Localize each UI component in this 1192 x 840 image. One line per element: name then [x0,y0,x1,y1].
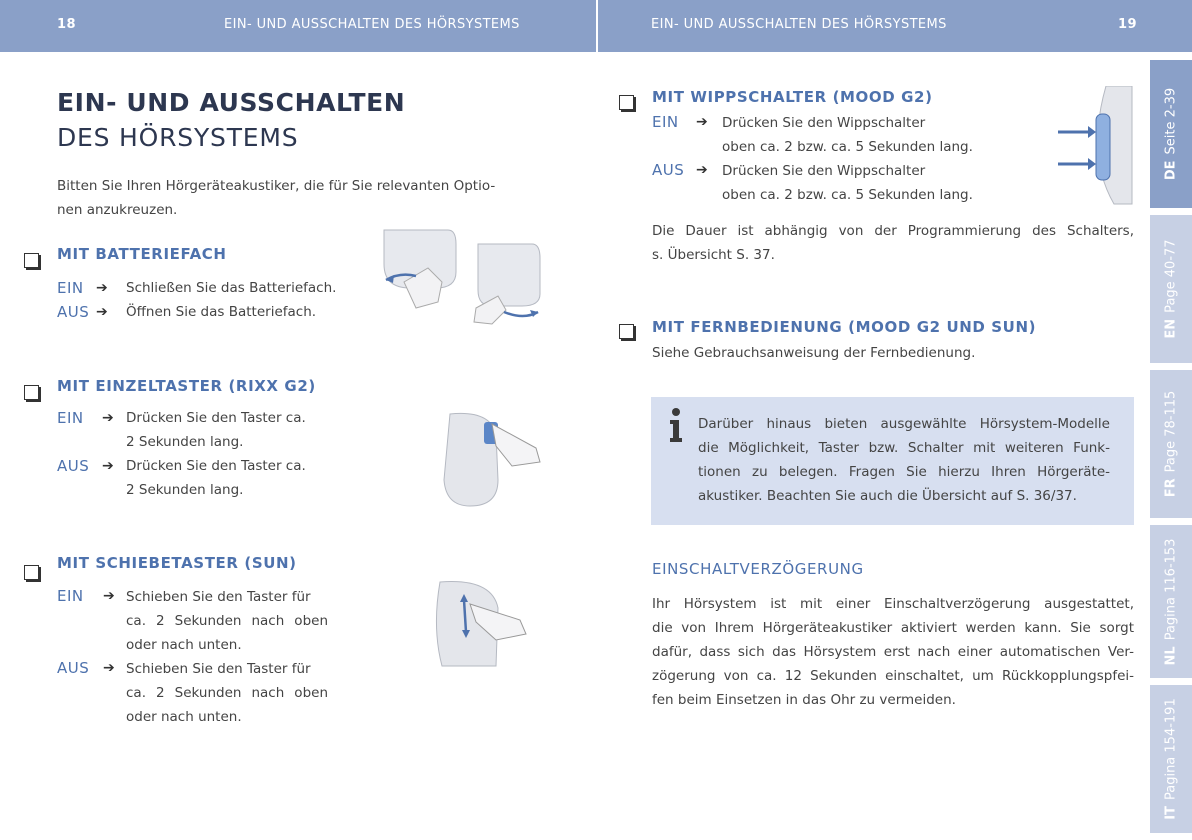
arrow-icon: ➔ [696,162,708,178]
tab-label: Page 78-115 [1163,390,1179,473]
aus-text: 2 Sekunden lang. [126,482,244,498]
verzoegerung-text: die von Ihrem Hörgeräteakustiker aktiviert werden kann. Sie sorgt [652,620,1134,636]
tab-label: Page 40-77 [1163,239,1179,313]
ein-label: EIN [57,409,84,427]
tab-code: DE [1163,160,1179,181]
page-subtitle: DES HÖRSYSTEMS [57,123,299,152]
tab-label: Pagina 116-153 [1163,538,1179,640]
tab-label: Pagina 154-191 [1163,698,1179,801]
arrow-icon: ➔ [96,304,108,320]
aus-text: oben ca. 2 bzw. ca. 5 Sekunden lang. [722,187,973,203]
tab-fr[interactable] [1150,370,1192,518]
aus-label: AUS [652,161,685,179]
verzoegerung-text: Ihr Hörsystem ist mit einer Einschaltverzögerung ausgestattet, [652,596,1134,612]
wippschalter-note: Die Dauer ist abhängig von der Programmierung des Schalters, [652,223,1134,239]
arrow-icon: ➔ [696,114,708,130]
left-running-title: EIN- UND AUSSCHALTEN DES HÖRSYSTEMS [224,17,520,32]
checkbox-wippschalter[interactable] [619,95,634,110]
aus-text: Schieben Sie den Taster für [126,661,311,677]
aus-text: oder nach unten. [126,709,242,725]
ein-text: oder nach unten. [126,637,242,653]
tab-label: Seite 2-39 [1163,87,1179,155]
info-text: Darüber hinaus bieten ausgewählte Hörsystem-Modelle [698,416,1110,432]
left-page-number: 18 [57,17,76,32]
ein-label: EIN [57,587,84,605]
tab-code: FR [1163,478,1179,498]
aus-text: Öffnen Sie das Batteriefach. [126,304,317,320]
aus-label: AUS [57,303,90,321]
tab-code: NL [1163,645,1179,665]
heading-fernbedienung: MIT FERNBEDIENUNG (MOOD G2 UND SUN) [652,318,1037,336]
checkbox-fernbedienung[interactable] [619,324,634,339]
right-running-title: EIN- UND AUSSCHALTEN DES HÖRSYSTEMS [651,17,947,32]
push-button-device-illustration [440,410,550,510]
tab-en[interactable] [1150,215,1192,363]
aus-text: Drücken Sie den Wippschalter [722,163,926,179]
info-text: tionen zu belegen. Fragen Sie hierzu Ihren Hörgeräte- [698,464,1110,480]
verzoegerung-text: fen beim Einsetzen in das Ohr zu vermeiden. [652,692,956,708]
arrow-icon: ➔ [96,280,108,296]
heading-schiebetaster: MIT SCHIEBETASTER (SUN) [57,554,297,572]
ein-text: ca. 2 Sekunden nach oben [126,613,328,629]
ein-label: EIN [57,279,84,297]
arrow-icon: ➔ [102,458,114,474]
fernbedienung-text: Siehe Gebrauchsanweisung der Fernbedienung. [652,345,976,361]
aus-text: Drücken Sie den Taster ca. [126,458,306,474]
page-title: EIN- UND AUSSCHALTEN [57,88,406,117]
tab-code: IT [1163,806,1179,820]
aus-label: AUS [57,659,90,677]
intro-line: Bitten Sie Ihren Hörgeräteakustiker, die für Sie relevanten Optio- [57,178,496,194]
checkbox-einzeltaster[interactable] [24,385,39,400]
intro-line: nen anzukreuzen. [57,202,178,218]
ein-text: Drücken Sie den Taster ca. [126,410,306,426]
heading-batteriefach: MIT BATTERIEFACH [57,245,227,263]
rocker-switch-illustration [1056,86,1136,206]
arrow-icon: ➔ [103,660,115,676]
wippschalter-note: s. Übersicht S. 37. [652,247,775,263]
battery-door-illustration [380,224,550,334]
heading-einzeltaster: MIT EINZELTASTER (RIXX G2) [57,377,316,395]
ein-text: Schließen Sie das Batteriefach. [126,280,337,296]
heading-einschaltverzoegerung: EINSCHALTVERZÖGERUNG [652,560,864,578]
verzoegerung-text: dafür, dass sich das Hörsystem erst nach einer automatischen Ver- [652,644,1134,660]
tab-it[interactable] [1150,685,1192,833]
checkbox-batteriefach[interactable] [24,253,39,268]
tab-de[interactable] [1150,60,1192,208]
info-text: die Möglichkeit, Taster bzw. Schalter mit weiteren Funk- [698,440,1110,456]
page-gutter [596,0,598,52]
heading-wippschalter: MIT WIPPSCHALTER (MOOD G2) [652,88,933,106]
checkbox-schiebetaster[interactable] [24,565,39,580]
slide-switch-device-illustration [432,578,542,670]
aus-label: AUS [57,457,90,475]
info-text: akustiker. Beachten Sie auch die Übersicht auf S. 36/37. [698,488,1077,504]
ein-label: EIN [652,113,679,131]
right-page-number: 19 [1118,17,1137,32]
ein-text: 2 Sekunden lang. [126,434,244,450]
arrow-icon: ➔ [103,588,115,604]
ein-text: Drücken Sie den Wippschalter [722,115,926,131]
tab-nl[interactable] [1150,525,1192,678]
arrow-icon: ➔ [102,410,114,426]
verzoegerung-text: zögerung von ca. 12 Sekunden einschaltet, um Rückkopplungspfei- [652,668,1134,684]
info-icon [668,407,682,443]
ein-text: Schieben Sie den Taster für [126,589,311,605]
tab-code: EN [1163,318,1179,339]
aus-text: ca. 2 Sekunden nach oben [126,685,328,701]
ein-text: oben ca. 2 bzw. ca. 5 Sekunden lang. [722,139,973,155]
